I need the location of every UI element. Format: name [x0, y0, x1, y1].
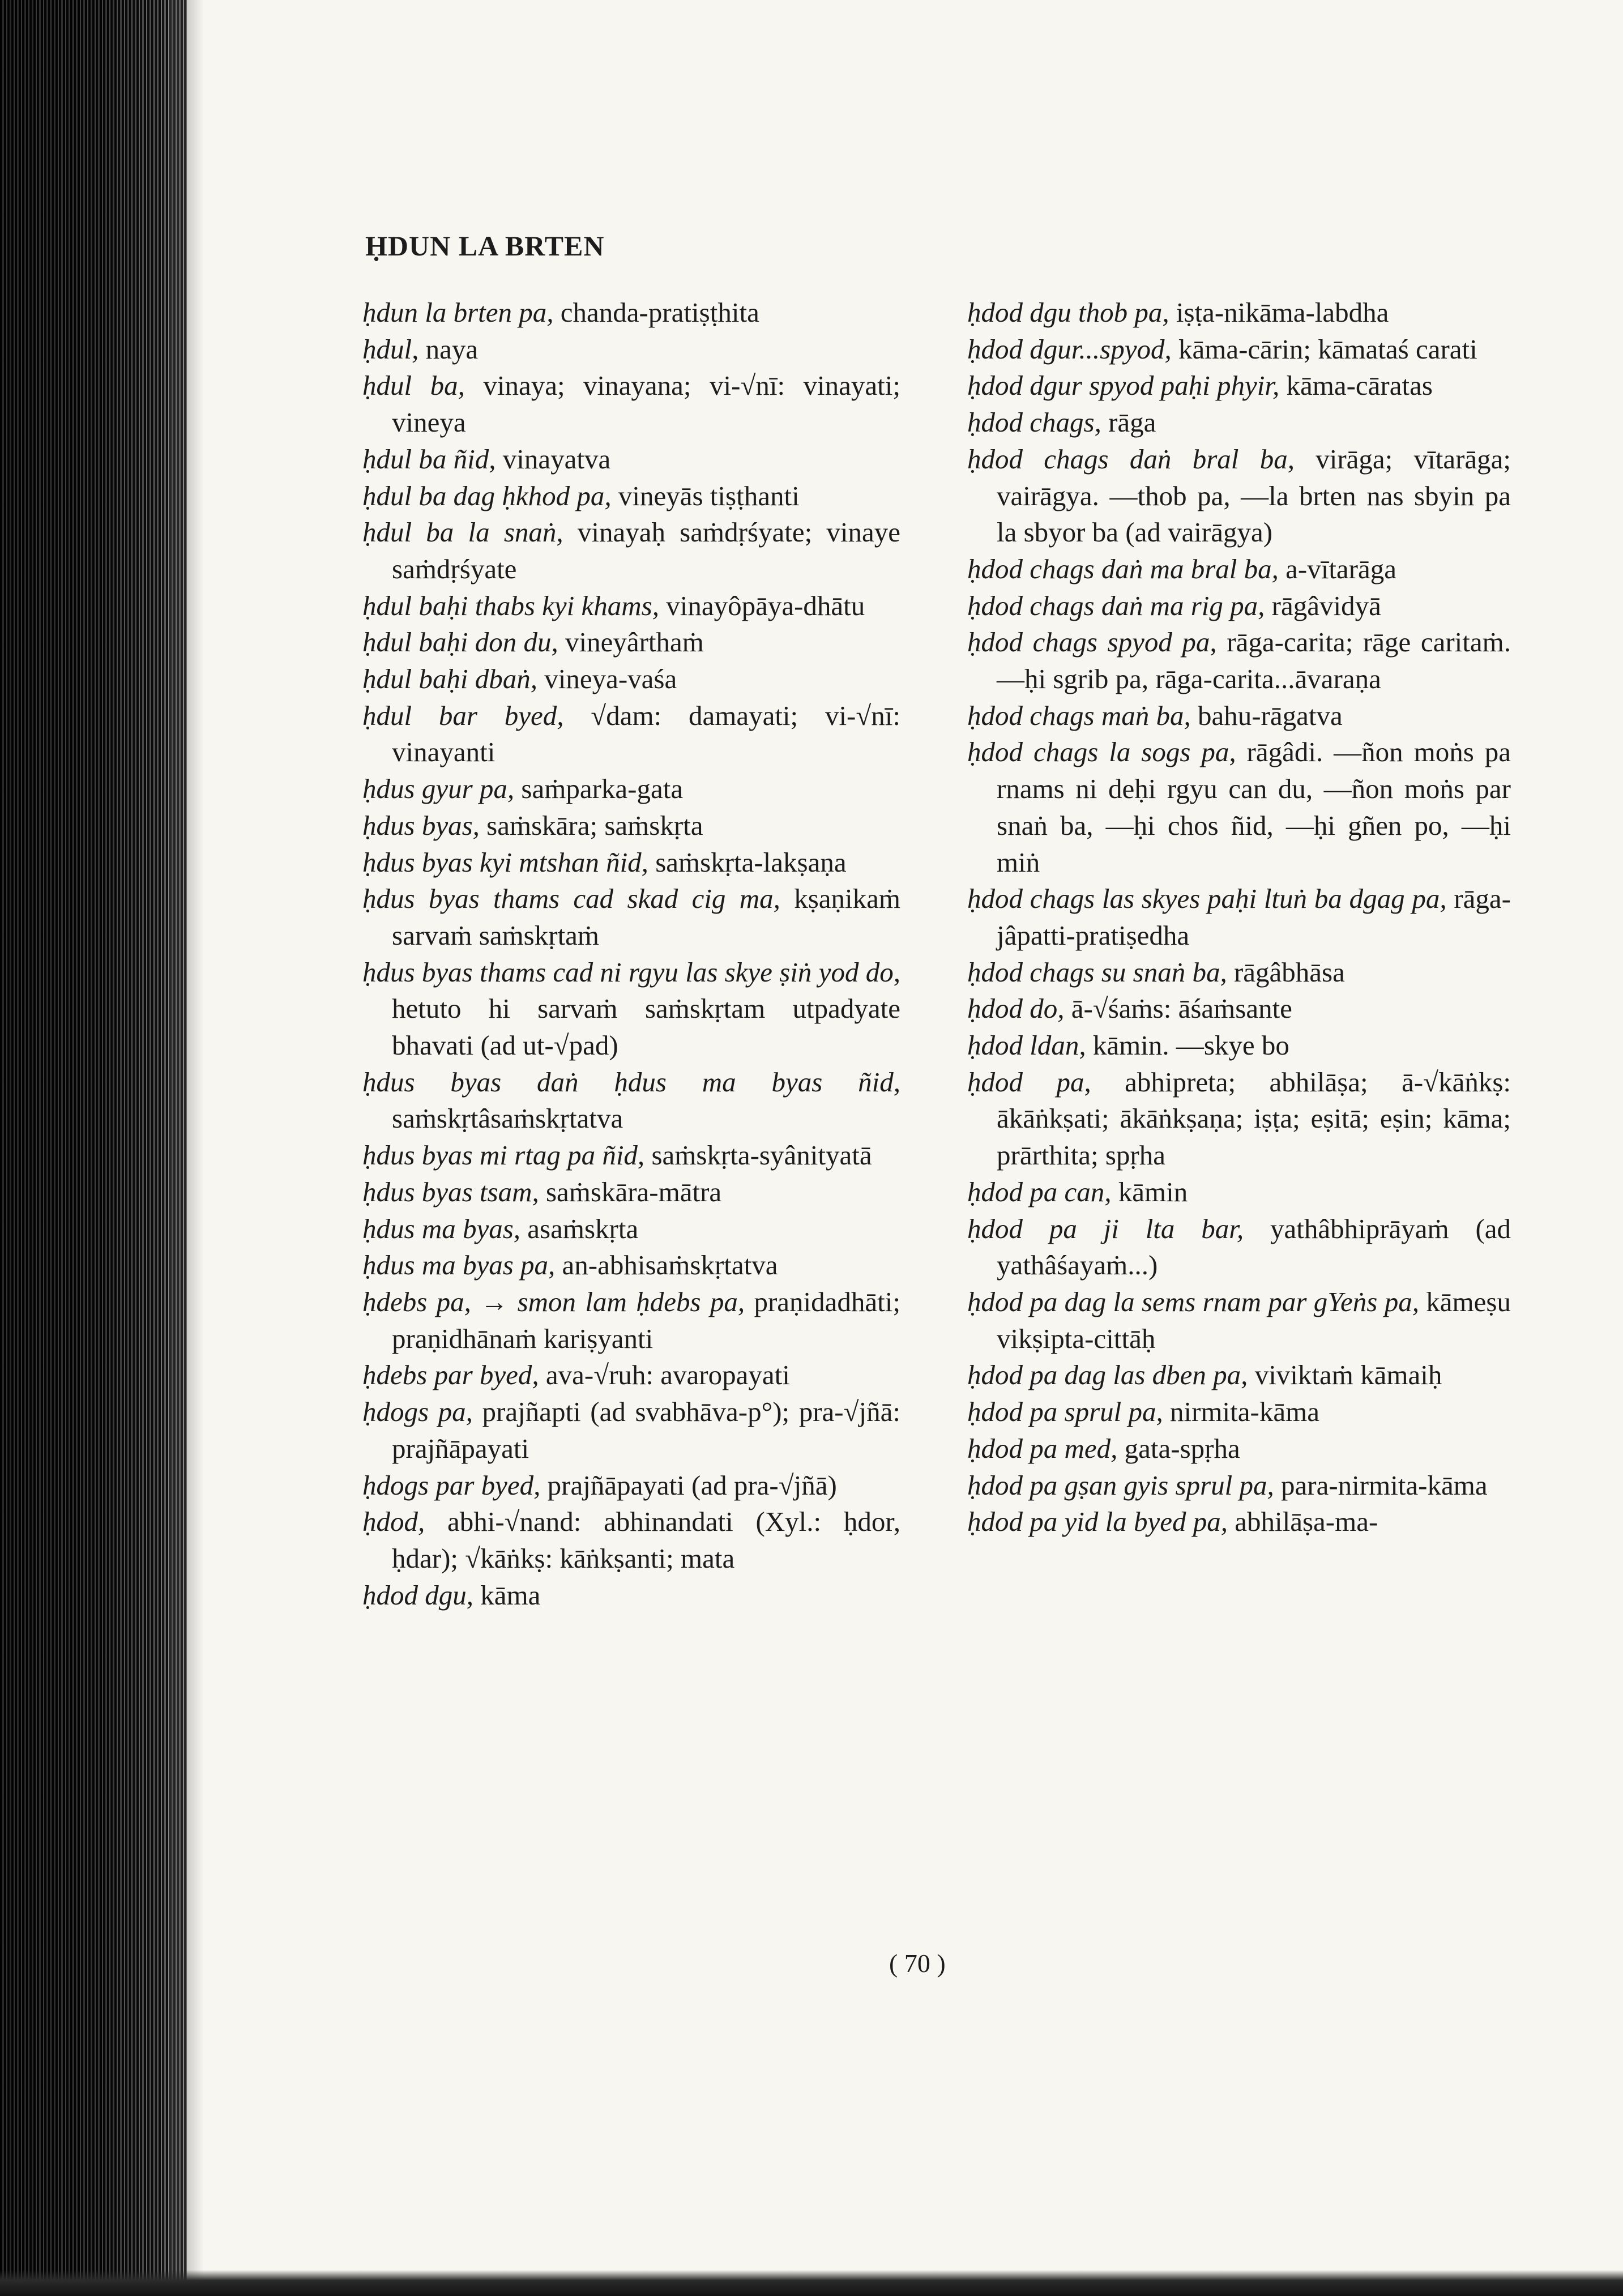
dictionary-entry [362, 1064, 900, 1137]
dictionary-entry [362, 1211, 900, 1248]
entry-definition: kāma-cāratas [1279, 370, 1433, 402]
entry-definition: saṁskṛta-lakṣaṇa [648, 846, 847, 878]
entry-headword: ḥdod chags maṅ ba, [967, 699, 1191, 731]
entry-definition: bahu-rāgatva [1190, 699, 1343, 731]
entry-definition: kāmeṣu vikṣipta-cittāḥ [997, 1286, 1511, 1354]
entry-definition: nirmita-kāma [1163, 1396, 1319, 1428]
entry-definition: saṁskṛtâsaṁskṛtatva [392, 1103, 623, 1134]
entry-headword: ḥdul baḥi thabs kyi khams, [362, 590, 659, 621]
dictionary-entry [362, 1247, 900, 1284]
entry-definition: gata-spṛha [1117, 1432, 1240, 1464]
dictionary-entry [362, 844, 900, 881]
dictionary-entry [362, 588, 900, 625]
entry-definition: saṁparka-gata [514, 773, 684, 805]
entry-definition: √dam: damayati; vi-√nī: vinayanti [392, 699, 900, 768]
entry-headword: ḥdul, [362, 333, 419, 365]
dictionary-entry [362, 514, 900, 587]
entry-definition: vinaya; vinayana; vi-√nī: vinayati; vineya [392, 370, 900, 438]
entry-definition: an-abhisaṁskṛtatva [555, 1249, 778, 1281]
entry-definition: abhilāṣa-ma- [1227, 1506, 1378, 1538]
entry-definition: naya [418, 333, 479, 365]
entry-definition: rāgâbhāsa [1227, 956, 1345, 988]
entry-headword: ḥdus byas mi rtag pa ñid, [362, 1140, 645, 1171]
entry-headword: ḥdod, [362, 1506, 425, 1538]
entry-definition: kāma [473, 1579, 541, 1611]
entry-definition: vinayaḥ saṁdṛśyate; vinaye saṁdṛśyate [392, 517, 900, 584]
entry-headword: ḥdod pa ji lta bar, [967, 1213, 1244, 1244]
dictionary-entry [967, 1027, 1511, 1064]
entry-headword: ḥdogs pa, [362, 1396, 473, 1428]
running-head: ḤDUN LA BRTEN [365, 230, 605, 262]
dictionary-entry [967, 1174, 1511, 1211]
dictionary-entry [967, 588, 1511, 625]
entry-headword: ḥdus byas thams cad skad cig ma, [362, 883, 780, 915]
entry-definition: kṣaṇikaṁ sarvaṁ saṁskṛtaṁ [392, 883, 900, 951]
dictionary-entry [362, 1357, 900, 1394]
entry-headword: ḥdod pa med, [967, 1432, 1118, 1464]
entry-headword: ḥdus byas, [362, 809, 480, 841]
entry-headword: ḥdus byas daṅ ḥdus ma byas ñid, [362, 1066, 900, 1098]
entry-headword: ḥdod pa, [967, 1066, 1091, 1098]
dictionary-entry [967, 698, 1511, 735]
entry-headword: ḥdul bar byed, [362, 699, 564, 731]
entry-headword: ḥdul baḥi don du, [362, 626, 558, 658]
entry-definition: yathâbhiprāyaṁ (ad yathâśayaṁ...) [997, 1213, 1511, 1281]
entry-definition: asaṁskṛta [520, 1213, 639, 1244]
entry-headword: ḥdod dgur spyod paḥi phyir, [967, 370, 1280, 402]
dictionary-entry [967, 1467, 1511, 1504]
entry-headword: ḥdul baḥi dbaṅ, [362, 663, 537, 695]
entry-headword: ḥdod pa gṣan gyis sprul pa, [967, 1469, 1274, 1501]
entry-headword: ḥdod pa yid la byed pa, [967, 1506, 1228, 1538]
entry-headword: ḥdod ldan, [967, 1030, 1086, 1061]
dictionary-entry [362, 1577, 900, 1614]
book-binding-edge [0, 0, 187, 2296]
entry-definition: rāga-jâpatti-pratiṣedha [997, 883, 1511, 951]
entry-definition: ava-√ruh: avaropayati [539, 1359, 790, 1391]
entry-headword: ḥdebs pa, → smon lam ḥdebs pa, [362, 1286, 745, 1317]
dictionary-entry [967, 881, 1511, 954]
dictionary-entry [362, 441, 900, 478]
dictionary-entry [362, 698, 900, 771]
entry-definition: vineyās tiṣṭhanti [611, 480, 800, 511]
entry-headword: ḥdogs par byed, [362, 1469, 541, 1501]
entry-definition: viviktaṁ kāmaiḥ [1248, 1359, 1442, 1391]
entry-definition: virāga; vītarāga; vairāgya. —thob pa, —la brten nas sbyin pa la sbyor ba (ad vairāgya) [997, 443, 1511, 548]
dictionary-entry [362, 1504, 900, 1577]
entry-definition: abhi-√nand: abhinandati (Xyl.: ḥdor, ḥdar); √kāṅkṣ: kāṅkṣanti; mata [392, 1506, 900, 1574]
dictionary-entry [967, 404, 1511, 441]
dictionary-entry [362, 1137, 900, 1174]
entry-headword: ḥdus ma byas pa, [362, 1249, 556, 1281]
dictionary-entry [967, 1357, 1511, 1394]
dictionary-entry [967, 954, 1511, 991]
entry-headword: ḥdus byas kyi mtshan ñid, [362, 846, 648, 878]
entry-definition: vineya-vaśa [537, 663, 677, 695]
entry-definition: kāma-cārin; kāmataś carati [1171, 333, 1477, 365]
entry-headword: ḥdul ba, [362, 370, 465, 402]
page-number: ( 70 ) [889, 1949, 946, 1978]
entry-definition: rāgâvidyā [1265, 590, 1381, 621]
dictionary-entry [362, 954, 900, 1064]
dictionary-entry [362, 1174, 900, 1211]
dictionary-entry [362, 881, 900, 954]
entry-headword: ḥdod chags su snaṅ ba, [967, 956, 1227, 988]
entry-definition: saṁskāra-mātra [539, 1176, 722, 1207]
entry-headword: ḥdod do, [967, 993, 1065, 1025]
entry-definition: vinayôpāya-dhātu [659, 590, 865, 621]
dictionary-entry [362, 1467, 900, 1504]
entry-definition: prajñapti (ad svabhāva-p°); pra-√jñā: prajñāpayati [392, 1396, 900, 1464]
dictionary-entry [967, 624, 1511, 697]
entry-headword: ḥdod dgur...spyod, [967, 333, 1172, 365]
entry-headword: ḥdod chags las skyes paḥi ltuṅ ba dgag pa, [967, 883, 1447, 915]
entry-definition: abhipreta; abhilāṣa; ā-√kāṅkṣ: ākāṅkṣati; ākāṅkṣaṇa; iṣṭa; eṣitā; eṣin; kāma; prārthita; spṛha [997, 1066, 1511, 1171]
page-bottom-edge [0, 2270, 1623, 2296]
entry-headword: ḥdod chags daṅ ma rig pa, [967, 590, 1265, 621]
dictionary-entry [967, 331, 1511, 368]
entry-headword: ḥdod chags daṅ ma bral ba, [967, 553, 1279, 584]
entry-definition: rāga-carita; rāge caritaṁ. —ḥi sgrib pa, rāga-carita...āvaraṇa [997, 626, 1511, 695]
entry-definition: saṁskāra; saṁskṛta [479, 809, 703, 841]
entry-headword: ḥdul ba ñid, [362, 443, 496, 475]
entry-headword: ḥdod pa dag las dben pa, [967, 1359, 1248, 1391]
dictionary-entry [362, 661, 900, 698]
entry-definition: kāmin. —skye bo [1086, 1030, 1289, 1061]
entry-definition: rāga [1101, 407, 1156, 438]
dictionary-entry [967, 368, 1511, 404]
entry-definition: ā-√śaṁs: āśaṁsante [1064, 993, 1292, 1025]
entry-definition: rāgâdi. —ñon moṅs pa rnams ni deḥi rgyu can du, —ñon moṅs par snaṅ ba, —ḥi chos ñid, —ḥi gñen po, —ḥi miṅ [997, 736, 1511, 878]
dictionary-entry [362, 771, 900, 808]
dictionary-entry [967, 1284, 1511, 1357]
dictionary-entry [967, 734, 1511, 881]
entry-definition: praṇidadhāti; praṇidhānaṁ kariṣyanti [392, 1286, 900, 1354]
dictionary-entry [362, 368, 900, 441]
entry-definition: prajñāpayati (ad pra-√jñā) [540, 1469, 837, 1501]
entry-definition: saṁskṛta-syânityatā [644, 1140, 872, 1171]
entry-headword: ḥdus byas tsam, [362, 1176, 539, 1207]
dictionary-entry [967, 1431, 1511, 1467]
dictionary-entry [362, 1284, 900, 1357]
dictionary-entry [967, 1064, 1511, 1174]
entry-headword: ḥdus byas thams cad ni rgyu las skye ṣiṅ yod do, [362, 956, 900, 988]
entry-headword: ḥdod dgu thob pa, [967, 297, 1169, 328]
dictionary-entry [967, 551, 1511, 588]
dictionary-entry [967, 1394, 1511, 1431]
dictionary-entry [967, 1211, 1511, 1284]
entry-definition: vinayatva [496, 443, 611, 475]
dictionary-entry [967, 991, 1511, 1027]
entry-headword: ḥdus ma byas, [362, 1213, 521, 1244]
entry-headword: ḥdod pa dag la sems rnam par gYeṅs pa, [967, 1286, 1419, 1317]
dictionary-entry [967, 441, 1511, 551]
entry-headword: ḥdus gyur pa, [362, 773, 515, 805]
left-column [362, 295, 900, 1614]
entry-headword: ḥdod pa can, [967, 1176, 1112, 1207]
dictionary-entry [362, 624, 900, 661]
dictionary-entry [362, 478, 900, 515]
entry-headword: ḥdod chags, [967, 407, 1101, 438]
dictionary-entry [362, 1394, 900, 1467]
entry-headword: ḥdod chags daṅ bral ba, [967, 443, 1295, 475]
entry-definition: a-vītarāga [1278, 553, 1396, 584]
dictionary-entry [967, 295, 1511, 331]
entry-definition: iṣṭa-nikāma-labdha [1169, 297, 1389, 328]
entry-headword: ḥdun la brten pa, [362, 297, 554, 328]
entry-headword: ḥdod pa sprul pa, [967, 1396, 1163, 1428]
entry-headword: ḥdul ba la snaṅ, [362, 517, 563, 548]
dictionary-entry [362, 808, 900, 844]
entry-headword: ḥdebs par byed, [362, 1359, 539, 1391]
entry-headword: ḥdod chags la sogs pa, [967, 736, 1236, 768]
binding-shadow [170, 0, 204, 2296]
entry-headword: ḥdod dgu, [362, 1579, 473, 1611]
entry-definition: vineyârthaṁ [558, 626, 704, 658]
entry-definition: chanda-pratiṣṭhita [553, 297, 759, 328]
dictionary-entry [362, 331, 900, 368]
entry-definition: hetuto hi sarvaṁ saṁskṛtam utpadyate bhavati (ad ut-√pad) [392, 993, 900, 1061]
right-column [967, 295, 1511, 1540]
entry-headword: ḥdul ba dag ḥkhod pa, [362, 480, 612, 511]
entry-definition: para-nirmita-kāma [1274, 1469, 1488, 1501]
entry-definition: kāmin [1111, 1176, 1188, 1207]
dictionary-entry [362, 295, 900, 331]
entry-headword: ḥdod chags spyod pa, [967, 626, 1217, 658]
dictionary-entry [967, 1504, 1511, 1540]
